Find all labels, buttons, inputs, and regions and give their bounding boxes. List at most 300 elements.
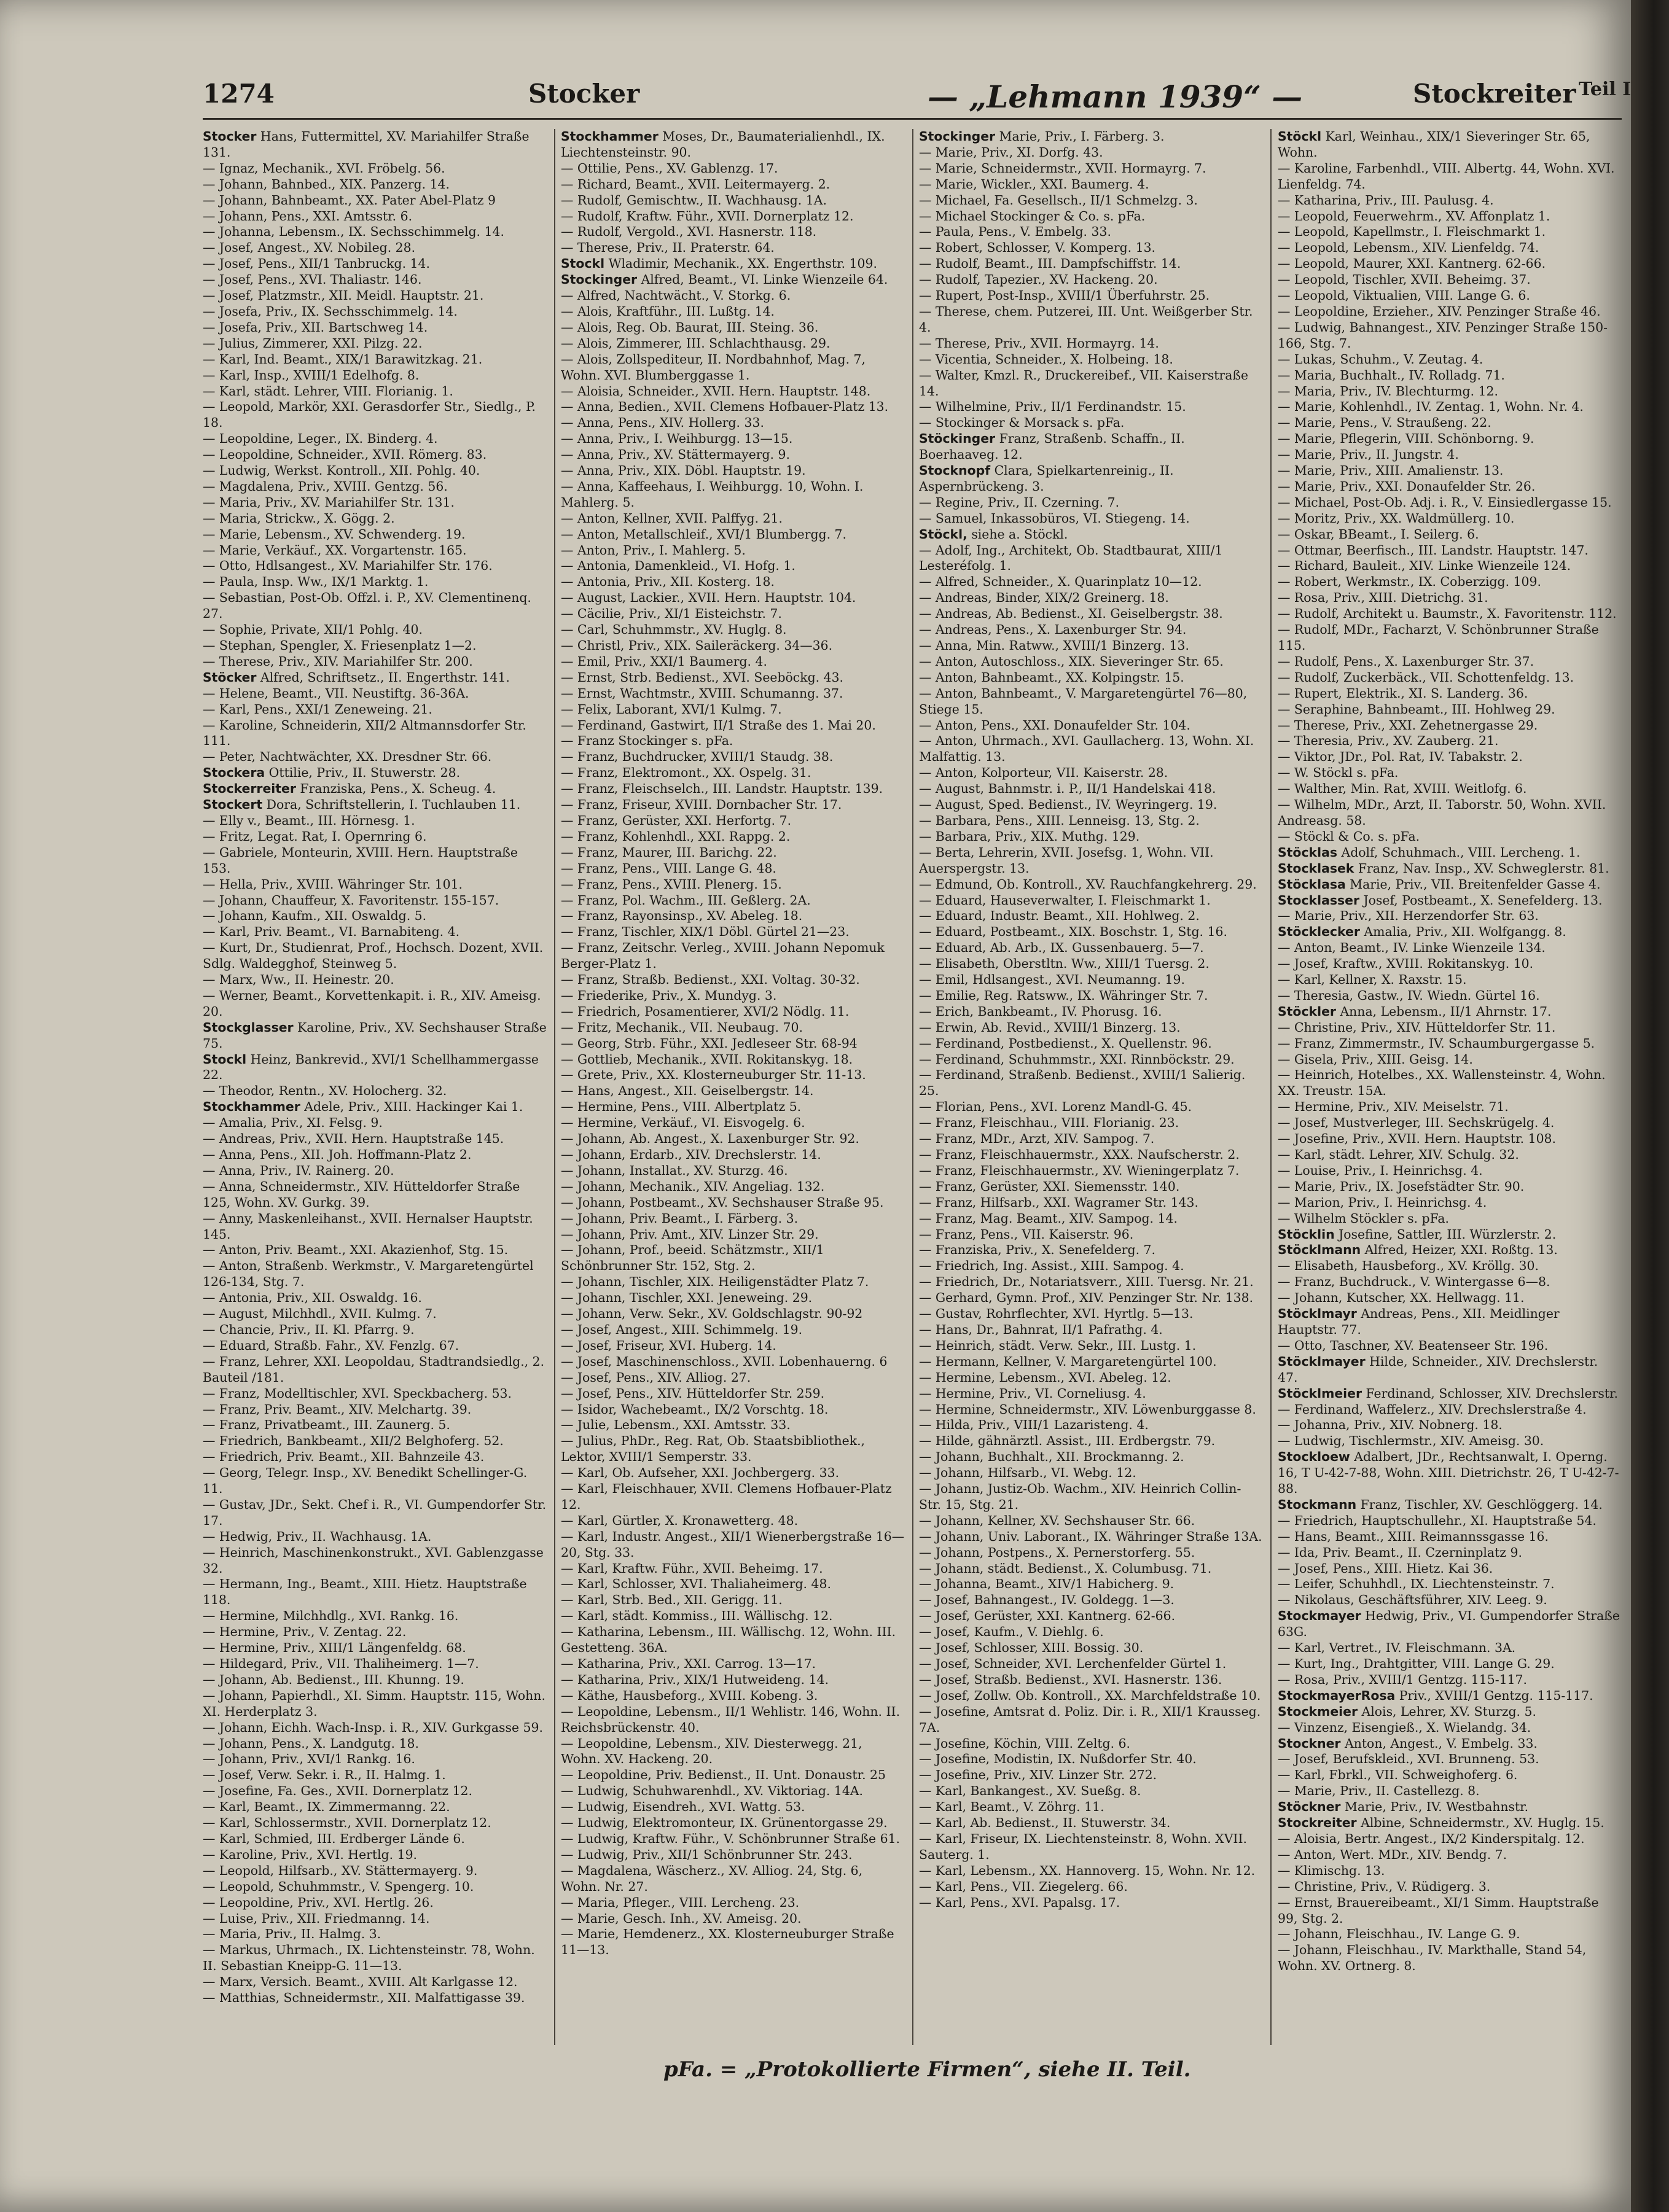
entry-text: — Alfred, Nachtwächt., V. Storkg. 6. (561, 288, 791, 303)
entry-text: — Franz, Pens., XVIII. Plenerg. 15. (561, 876, 782, 892)
entry-text: — Regine, Priv., II. Czerning. 7. (919, 494, 1120, 510)
directory-entry (561, 1099, 905, 1115)
entry-text: — Maria, Pfleger., VIII. Lercheng. 23. (561, 1895, 800, 1910)
entry-text: — Richard, Bauleit., XIV. Linke Wienzeile 124. (1278, 558, 1571, 574)
entry-text: — Stockinger & Morsack s. pFa. (919, 415, 1125, 430)
entry-text: — Josef, Gerüster, XXI. Kantnerg. 62-66. (919, 1608, 1176, 1624)
directory-entry (1278, 1672, 1622, 1688)
entry-text: — Hermine, Priv., XIV. Meiselstr. 71. (1278, 1099, 1509, 1115)
directory-entry (203, 988, 547, 1020)
entry-text: — Anton, Wert. MDr., XIV. Bendg. 7. (1278, 1847, 1507, 1862)
entry-text: — Marie, Priv., II. Castellezg. 8. (1278, 1783, 1480, 1799)
directory-entry (919, 1163, 1263, 1179)
entry-text: Josef, Postbeamt., X. Senefelderg. 13. (1363, 892, 1603, 908)
directory-entry (203, 1847, 547, 1863)
directory-entry (919, 972, 1263, 988)
directory-entry (1278, 1895, 1622, 1927)
directory-entry (203, 702, 547, 718)
directory-entry (1278, 1274, 1622, 1290)
entry-text: — Anton, Beamt., IV. Linke Wienzeile 134. (1278, 940, 1546, 956)
entry-text: — Johann, Pens., X. Landgutg. 18. (203, 1735, 419, 1751)
entry-text: Moses, Dr., Baumaterialienhdl., IX. Liechtensteinstr. 90. (561, 129, 885, 160)
entry-text: — Felix, Laborant, XVI/1 Kulmg. 7. (561, 701, 782, 717)
entry-text: Josefine, Sattler, III. Würzlerstr. 2. (1339, 1226, 1557, 1242)
entry-text: — Hermann, Kellner, V. Margaretengürtel 100. (919, 1353, 1217, 1369)
directory-entry (203, 527, 547, 543)
directory-entry (561, 797, 905, 813)
entry-text: — Rupert, Post-Insp., XVIII/1 Überfuhrstr. 25. (919, 288, 1210, 303)
directory-entry (561, 1195, 905, 1211)
book-spine (1631, 0, 1669, 2212)
directory-entry (1278, 702, 1622, 718)
entry-surname: Stockreiter (1278, 1815, 1357, 1831)
directory-entry (919, 1115, 1263, 1131)
entry-text: — Antonia, Priv., XII. Oswaldg. 16. (203, 1290, 422, 1306)
entry-text: — Marx, Ww., II. Heinestr. 20. (203, 972, 394, 987)
directory-entry (561, 1656, 905, 1672)
directory-entry (203, 1131, 547, 1147)
directory-entry (561, 1338, 905, 1354)
entry-text: Franz, Tischler, XV. Geschlöggerg. 14. (1360, 1497, 1603, 1512)
entry-text: — Marx, Versich. Beamt., XVIII. Alt Karlgasse 12. (203, 1974, 518, 1990)
entry-text: — Grete, Priv., XX. Klosterneuburger Str. 11-13. (561, 1067, 866, 1083)
directory-entry (561, 781, 905, 797)
entry-text: — Leopold, Kapellmstr., I. Fleischmarkt 1. (1278, 224, 1546, 240)
entry-text: — Robert, Schlosser, V. Komperg. 13. (919, 240, 1156, 255)
directory-entry (1278, 590, 1622, 606)
entry-text: — Josef, Pens., XII/1 Tanbruckg. 14. (203, 256, 430, 271)
entry-text: — Marie, Schneidermstr., XVII. Hormayrg. 7. (919, 160, 1206, 176)
entry-text: — Edmund, Ob. Kontroll., XV. Rauchfangkehrerg. 29. (919, 876, 1257, 892)
entry-text: — Josefa, Priv., IX. Sechsschimmelg. 14. (203, 303, 458, 319)
entry-surname: Stockglasser (203, 1019, 294, 1035)
entry-text: — Karl, Schlossermstr., XVII. Dornerplatz 12. (203, 1815, 491, 1831)
entry-text: — Franz, Buchdruck., V. Wintergasse 6—8. (1278, 1274, 1550, 1290)
directory-entry (561, 1370, 905, 1386)
directory-entry (919, 1099, 1263, 1115)
entry-text: — Leopoldine, Erzieher., XIV. Penzinger Straße 46. (1278, 303, 1601, 319)
entry-text: — Vinzenz, Eisengieß., X. Wielandg. 34. (1278, 1719, 1531, 1735)
entry-text: Hilde, Schneider., XIV. Drechslerstr. 47. (1278, 1353, 1598, 1385)
entry-text: — Anton, Straßenb. Werkmstr., V. Margaretengürtel 126-134, Stg. 7. (203, 1258, 534, 1290)
entry-text: — Josef, Schlosser, XIII. Bossig. 30. (919, 1640, 1144, 1656)
directory-entry (1278, 1417, 1622, 1433)
directory-entry (561, 1067, 905, 1083)
directory-entry (561, 765, 905, 781)
entry-surname: Stockhammer (203, 1099, 300, 1115)
directory-entry (203, 1386, 547, 1402)
entry-text: — Karl, Ind. Beamt., XIX/1 Barawitzkag. 21. (203, 351, 483, 367)
directory-entry (1278, 1815, 1622, 1831)
directory-entry (561, 1147, 905, 1163)
entry-text: — Andreas, Pens., X. Laxenburger Str. 94. (919, 622, 1187, 637)
entry-surname: Stockloew (1278, 1449, 1350, 1465)
entry-text: — Katharina, Priv., XXI. Carrog. 13—17. (561, 1656, 816, 1671)
directory-entry (561, 1227, 905, 1243)
entry-text: Ferdinand, Schlosser, XIV. Drechslerstr. (1366, 1385, 1619, 1401)
entry-text: — Johann, Hilfsarb., VI. Webg. 12. (919, 1465, 1136, 1481)
entry-text: — Peter, Nachtwächter, XX. Dresdner Str. 66. (203, 749, 492, 765)
directory-entry (919, 1370, 1263, 1386)
directory-entry (203, 1926, 547, 1942)
directory-entry (1278, 495, 1622, 511)
directory-entry (561, 1895, 905, 1911)
directory-entry (561, 1847, 905, 1863)
entry-text: — Franz, Mag. Beamt., XIV. Sampog. 14. (919, 1210, 1178, 1226)
directory-entry (561, 908, 905, 924)
directory-entry (919, 1863, 1263, 1879)
directory-entry (561, 574, 905, 590)
directory-entry (203, 1799, 547, 1815)
entry-text: — Walther, Min. Rat, XVIII. Weitlofg. 6. (1278, 781, 1527, 796)
entry-text: — Ignaz, Mechanik., XVI. Fröbelg. 56. (203, 160, 445, 176)
directory-entry (919, 1640, 1263, 1656)
directory-entry (919, 797, 1263, 813)
directory-entry (203, 1354, 547, 1386)
entry-text: — Michael Stockinger & Co. s. pFa. (919, 208, 1146, 224)
entry-text: — Vicentia, Schneider., X. Holbeing. 18. (919, 351, 1173, 367)
entry-text: — Wilhelm, MDr., Arzt, II. Taborstr. 50, Wohn. XVII. Andreasg. 58. (1278, 797, 1606, 828)
entry-text: — Anton, Bahnbeamt., XX. Kolpingstr. 15. (919, 669, 1184, 685)
entry-text: — Franz, Pens., VIII. Lange G. 48. (561, 860, 776, 876)
entry-surname: Stockner (1278, 1735, 1341, 1751)
entry-text: — Emilie, Reg. Ratsww., IX. Währinger Str. 7. (919, 987, 1208, 1003)
entry-text: — Eduard, Postbeamt., XIX. Boschstr. 1, Stg. 16. (919, 924, 1227, 940)
directory-entry (1278, 1942, 1622, 1974)
entry-text: — Josefine, Amtsrat d. Poliz. Dir. i. R., XII/1 Krausseg. 7A. (919, 1704, 1261, 1735)
entry-text: — Marie, Hemdenerz., XX. Klosterneuburger Straße 11—13. (561, 1926, 894, 1958)
directory-entry (1278, 1799, 1622, 1815)
directory-entry (919, 1322, 1263, 1338)
entry-text: — Michael, Fa. Gesellsch., II/1 Schmelzg. 3. (919, 192, 1198, 208)
entry-text: — August, Milchhdl., XVII. Kulmg. 7. (203, 1306, 437, 1322)
directory-entry (919, 877, 1263, 893)
entry-text: — Leopold, Hilfsarb., XV. Stättermayerg. 9. (203, 1863, 478, 1878)
entry-text: — Josef, Platzmstr., XII. Meidl. Hauptstr. 21. (203, 288, 484, 303)
directory-entry (1278, 1099, 1622, 1115)
entry-text: — Anna, Pens., XII. Joh. Hoffmann-Platz 2. (203, 1147, 472, 1162)
entry-text: — Karl, Kellner, X. Raxstr. 15. (1278, 972, 1467, 987)
entry-text: — Karl, Pens., XXI/1 Zeneweing. 21. (203, 701, 432, 717)
directory-entry (203, 1656, 547, 1672)
entry-text: — Johann, Ab. Bedienst., III. Khunng. 19. (203, 1672, 464, 1687)
entry-text: — Georg, Strb. Führ., XXI. Jedleseer Str. 68-94 (561, 1035, 858, 1051)
directory-entry (1278, 749, 1622, 765)
directory-entry (1278, 1258, 1622, 1274)
directory-entry (1278, 733, 1622, 749)
entry-text: — Franz, Elektromont., XX. Ospelg. 31. (561, 765, 811, 781)
directory-entry (919, 1227, 1263, 1243)
directory-entry (561, 749, 905, 765)
directory-entry (561, 1926, 905, 1958)
directory-entry (919, 1561, 1263, 1577)
entry-text: — Karl, Friseur, IX. Liechtensteinstr. 8, Wohn. XVII. Sauterg. 1. (919, 1831, 1248, 1862)
entry-text: — Franz, Gerüster, XXI. Herfortg. 7. (561, 812, 792, 828)
entry-text: — Johann, Fleischhau., IV. Markthalle, Stand 54, Wohn. XV. Ortnerg. 8. (1278, 1942, 1587, 1974)
entry-text: Andreas, Pens., XII. Meidlinger Hauptstr. 77. (1278, 1306, 1560, 1337)
directory-entry (203, 1831, 547, 1847)
entry-text: — Amalia, Priv., XI. Felsg. 9. (203, 1115, 383, 1131)
directory-entry (919, 733, 1263, 765)
directory-entry (1278, 1736, 1622, 1752)
entry-text: — Johann, Pens., XXI. Amtsstr. 6. (203, 208, 413, 224)
entry-text: — Therese, chem. Putzerei, III. Unt. Weißgerber Str. 4. (919, 303, 1253, 335)
entry-text: — Barbara, Priv., XIX. Muthg. 129. (919, 828, 1140, 844)
directory-entry (203, 193, 547, 209)
directory-entry (1278, 845, 1622, 861)
directory-entry (1278, 193, 1622, 209)
directory-entry (1278, 924, 1622, 940)
entry-text: — Karl, Insp., XVIII/1 Edelhofg. 8. (203, 367, 420, 383)
directory-entry (203, 1083, 547, 1099)
directory-entry (919, 129, 1263, 145)
directory-entry (203, 1242, 547, 1258)
directory-entry (561, 1736, 905, 1768)
directory-entry (919, 1513, 1263, 1529)
directory-entry (203, 272, 547, 288)
directory-entry (203, 336, 547, 352)
directory-entry (919, 272, 1263, 288)
directory-entry (561, 415, 905, 431)
entry-text: — Maria, Priv., IV. Blechturmg. 12. (1278, 383, 1498, 399)
directory-entry (561, 1004, 905, 1020)
entry-text: — Ferdinand, Schuhmmstr., XXI. Rinnböckstr. 29. (919, 1051, 1235, 1067)
directory-entry (919, 463, 1263, 495)
directory-entry (1278, 718, 1622, 734)
entry-text: — Johanna, Beamt., XIV/1 Habicherg. 9. (919, 1576, 1175, 1592)
entry-text: — Maria, Priv., XV. Mariahilfer Str. 131. (203, 494, 455, 510)
directory-entry (561, 988, 905, 1004)
entry-text: — Marie, Kohlenhdl., IV. Zentag. 1, Wohn. Nr. 4. (1278, 399, 1584, 415)
entry-text: — Franz, Fleischhauermstr., XXX. Naufscherstr. 2. (919, 1147, 1240, 1162)
column-2 (561, 129, 905, 2045)
directory-entry (1278, 1004, 1622, 1020)
entry-text: — Franz, Priv. Beamt., XIV. Melchartg. 39. (203, 1401, 472, 1417)
directory-entry (1278, 1720, 1622, 1736)
entry-text: — Karl, Beamt., IX. Zimmermanng. 22. (203, 1799, 450, 1815)
entry-text: — Karl, Pens., VII. Ziegelerg. 66. (919, 1879, 1128, 1894)
directory-entry (919, 1449, 1263, 1465)
directory-entry (561, 240, 905, 256)
entry-text: — Franz, Pol. Wachm., III. Geßlerg. 2A. (561, 892, 811, 908)
directory-entry (203, 1879, 547, 1895)
directory-entry (561, 845, 905, 861)
entry-text: Anna, Lebensm., II/1 Ahrnstr. 17. (1340, 1003, 1552, 1019)
entry-text: — Ferdinand, Postbedienst., X. Quellenstr. 96. (919, 1035, 1212, 1051)
entry-text: — Ludwig, Kraftw. Führ., V. Schönbrunner Straße 61. (561, 1831, 901, 1846)
directory-entry (203, 1863, 547, 1879)
directory-entry (203, 1497, 547, 1529)
directory-entry (1278, 320, 1622, 352)
directory-entry (561, 320, 905, 336)
entry-text: — Johanna, Lebensm., IX. Sechsschimmelg. 14. (203, 224, 504, 240)
directory-entry (919, 1529, 1263, 1545)
directory-entry (203, 320, 547, 336)
directory-entry (919, 686, 1263, 718)
entry-text: — Marie, Priv., II. Jungstr. 4. (1278, 447, 1459, 462)
directory-entry (919, 1767, 1263, 1783)
entry-text: — Leifer, Schuhhdl., IX. Liechtensteinstr. 7. (1278, 1576, 1555, 1592)
entry-text: — Heinrich, Maschinenkonstrukt., XVI. Gablenzgasse 32. (203, 1544, 544, 1576)
directory-entry (1278, 1402, 1622, 1418)
entry-text: — Karl, Fbrkl., VII. Schweighoferg. 6. (1278, 1767, 1518, 1783)
directory-entry (561, 877, 905, 893)
entry-text: — Josefine, Köchin, VIII. Zeltg. 6. (919, 1735, 1131, 1751)
entry-text: — Franz, Pens., VII. Kaiserstr. 96. (919, 1226, 1134, 1242)
entry-text: — Käthe, Hausbeforg., XVIII. Kobeng. 3. (561, 1688, 818, 1703)
entry-text: Hans, Futtermittel, XV. Mariahilfer Straße 131. (203, 129, 530, 160)
directory-entry (561, 1688, 905, 1704)
directory-entry (203, 686, 547, 702)
directory-entry (919, 1815, 1263, 1831)
entry-text: — Johann, städt. Bedienst., X. Columbusg. 71. (919, 1560, 1212, 1576)
entry-text: — Karl, Gürtler, X. Kronawetterg. 48. (561, 1513, 799, 1528)
directory-entry (561, 1052, 905, 1068)
directory-entry (203, 1624, 547, 1640)
directory-entry (919, 1465, 1263, 1481)
directory-entry (203, 1895, 547, 1911)
entry-surname: Stocknopf (919, 463, 991, 478)
entry-text: Amalia, Priv., XII. Wolfgangg. 8. (1364, 924, 1566, 940)
entry-text: — Erich, Bankbeamt., IV. Phorusg. 16. (919, 1003, 1162, 1019)
directory-entry (203, 1767, 547, 1783)
entry-text: — Gerhard, Gymn. Prof., XIV. Penzinger Str. Nr. 138. (919, 1290, 1254, 1306)
entry-text: — Marie, Pens., V. Straußeng. 22. (1278, 415, 1491, 430)
directory-entry (203, 1529, 547, 1545)
directory-entry (203, 654, 547, 670)
directory-entry (561, 1863, 905, 1895)
directory-entry (919, 193, 1263, 209)
entry-text: — Rudolf, Gemischtw., II. Wachhausg. 1A. (561, 192, 827, 208)
entry-text: — Hella, Priv., XVIII. Währinger Str. 101. (203, 876, 463, 892)
entry-text: — Cäcilie, Priv., XI/1 Eisteichstr. 7. (561, 606, 782, 621)
directory-entry (919, 845, 1263, 877)
entry-text: Marie, Priv., IV. Westbahnstr. (1344, 1799, 1529, 1815)
directory-entry (561, 1529, 905, 1561)
entry-text: — Johann, Fleischhau., IV. Lange G. 9. (1278, 1926, 1520, 1942)
directory-entry (203, 1751, 547, 1767)
entry-text: — Karoline, Farbenhdl., VIII. Albertg. 44, Wohn. XVI. Lienfeldg. 74. (1278, 160, 1615, 192)
entry-text: — Samuel, Inkassobüros, VI. Stiegeng. 14. (919, 510, 1190, 526)
directory-entry (919, 1783, 1263, 1799)
column-3 (919, 129, 1263, 2045)
directory-entry (1278, 240, 1622, 256)
columns-area (203, 129, 1622, 2045)
entry-text: — Josef, Maschinenschloss., XVII. Lobenhauerng. 6 (561, 1353, 888, 1369)
entry-text: — Marie, Priv., XXI. Donaufelder Str. 26. (1278, 478, 1536, 494)
entry-text: — Magdalena, Priv., XVIII. Gentzg. 56. (203, 478, 448, 494)
directory-entry (1278, 1290, 1622, 1306)
entry-text: Franz, Straßenb. Schaffn., II. Boerhaaveg. 12. (919, 431, 1185, 462)
directory-entry (561, 686, 905, 702)
entry-text: — Karl, Lebensm., XX. Hannoverg. 15, Wohn. Nr. 12. (919, 1863, 1256, 1878)
entry-text: — Katharina, Priv., III. Paulusg. 4. (1278, 192, 1494, 208)
entry-text: — Anna, Priv., XIX. Döbl. Hauptstr. 19. (561, 463, 806, 478)
entry-text: — Marie, Priv., XII. Herzendorfer Str. 63. (1278, 908, 1539, 924)
entry-text: — Josefine, Priv., XVII. Hern. Hauptstr. 108. (1278, 1131, 1557, 1147)
entry-text: — Johann, Priv. Beamt., I. Färberg. 3. (561, 1210, 799, 1226)
directory-entry (203, 1783, 547, 1799)
entry-text: — Barbara, Pens., XIII. Lenneisg. 13, Stg. 2. (919, 812, 1200, 828)
directory-entry (1278, 1147, 1622, 1163)
entry-text: — Leopold, Maurer, XXI. Kantnerg. 62-66. (1278, 256, 1546, 271)
directory-entry (1278, 670, 1622, 686)
directory-entry (919, 574, 1263, 590)
directory-entry (203, 1720, 547, 1736)
entry-text: — Karl, Industr. Angest., XII/1 Wienerbergstraße 16—20, Stg. 33. (561, 1529, 905, 1560)
entry-text: — Theresia, Gastw., IV. Wiedn. Gürtel 16. (1278, 987, 1540, 1003)
entry-surname: Stöckner (1278, 1799, 1341, 1815)
directory-entry (561, 352, 905, 384)
footnote: pFa. = „Protokollierte Firmen“, siehe II. Teil. (663, 2057, 1191, 2082)
entry-text: — Richard, Beamt., XVII. Leitermayerg. 2. (561, 176, 831, 192)
entry-text: — Franz, MDr., Arzt, XIV. Sampog. 7. (919, 1131, 1155, 1147)
entry-text: — Johann, Kellner, XV. Sechshauser Str. 66. (919, 1513, 1195, 1528)
directory-entry (1278, 1052, 1622, 1068)
entry-text: — Karl, Bankangest., XV. Sueßg. 8. (919, 1783, 1141, 1799)
entry-text: — Josef, Pens., XIII. Hietz. Kai 36. (1278, 1560, 1493, 1576)
directory-entry (561, 1211, 905, 1227)
directory-entry (561, 336, 905, 352)
entry-text: — Eduard, Hauseverwalter, I. Fleischmarkt 1. (919, 892, 1211, 908)
entry-text: — Hermine, Priv., VI. Corneliusg. 4. (919, 1385, 1146, 1401)
directory-entry (1278, 781, 1622, 797)
directory-entry (1278, 1847, 1622, 1863)
directory-entry (1278, 574, 1622, 590)
entry-text: — Marie, Priv., XI. Dorfg. 43. (919, 144, 1103, 160)
entry-text: Marie, Priv., VII. Breitenfelder Gasse 4. (1350, 876, 1601, 892)
entry-text: Heinz, Bankrevid., XVI/1 Schellhammergasse 22. (203, 1051, 539, 1083)
directory-entry (203, 1990, 547, 2006)
entry-text: — Franz, Lehrer, XXI. Leopoldau, Stadtrandsiedlg., 2. Bauteil /181. (203, 1353, 545, 1385)
entry-text: — W. Stöckl s. pFa. (1278, 765, 1399, 781)
directory-entry (561, 527, 905, 543)
entry-text: Albine, Schneidermstr., XV. Huglg. 15. (1361, 1815, 1605, 1831)
directory-entry (203, 1736, 547, 1752)
directory-entry (1278, 1783, 1622, 1799)
directory-entry (203, 1640, 547, 1656)
entry-text: — Ludwig, Schuhwarenhdl., XV. Viktoriag. 14A. (561, 1783, 864, 1799)
directory-entry (919, 1004, 1263, 1020)
entry-text: — Franz, Friseur, XVIII. Dornbacher Str. 17. (561, 797, 842, 812)
directory-entry (1278, 1449, 1622, 1497)
entry-text: — Werner, Beamt., Korvettenkapit. i. R., XIV. Ameisg. 20. (203, 987, 541, 1019)
directory-entry (919, 1242, 1263, 1258)
directory-entry (203, 638, 547, 654)
directory-entry (561, 1115, 905, 1131)
entry-text: — Johann, Buchhalt., XII. Brockmanng. 2. (919, 1449, 1184, 1465)
directory-entry (561, 1179, 905, 1195)
entry-text: — Gustav, Rohrflechter, XVI. Hyrtlg. 5—13. (919, 1306, 1194, 1322)
directory-entry (561, 861, 905, 877)
directory-entry (1278, 527, 1622, 543)
entry-text: — Stöckl & Co. s. pFa. (1278, 828, 1420, 844)
column-1 (203, 129, 547, 2045)
entry-text: — Rosa, Priv., XVIII/1 Gentzg. 115-117. (1278, 1672, 1527, 1687)
entry-text: — Hermine, Lebensm., XVI. Abeleg. 12. (919, 1369, 1171, 1385)
entry-text: — Ludwig, Werkst. Kontroll., XII. Pohlg. 40. (203, 463, 480, 478)
directory-entry (1278, 1386, 1622, 1402)
directory-entry (203, 1688, 547, 1720)
directory-entry (919, 1386, 1263, 1402)
directory-entry (203, 940, 547, 972)
entry-text: — Christine, Priv., V. Rüdigerg. 3. (1278, 1879, 1491, 1894)
directory-entry (1278, 1767, 1622, 1783)
entry-text: — Viktor, JDr., Pol. Rat, IV. Tabakstr. 2. (1278, 749, 1523, 765)
directory-entry (919, 1481, 1263, 1513)
entry-text: — Luise, Priv., XII. Friedmanng. 14. (203, 1910, 430, 1926)
directory-entry (919, 1688, 1263, 1704)
